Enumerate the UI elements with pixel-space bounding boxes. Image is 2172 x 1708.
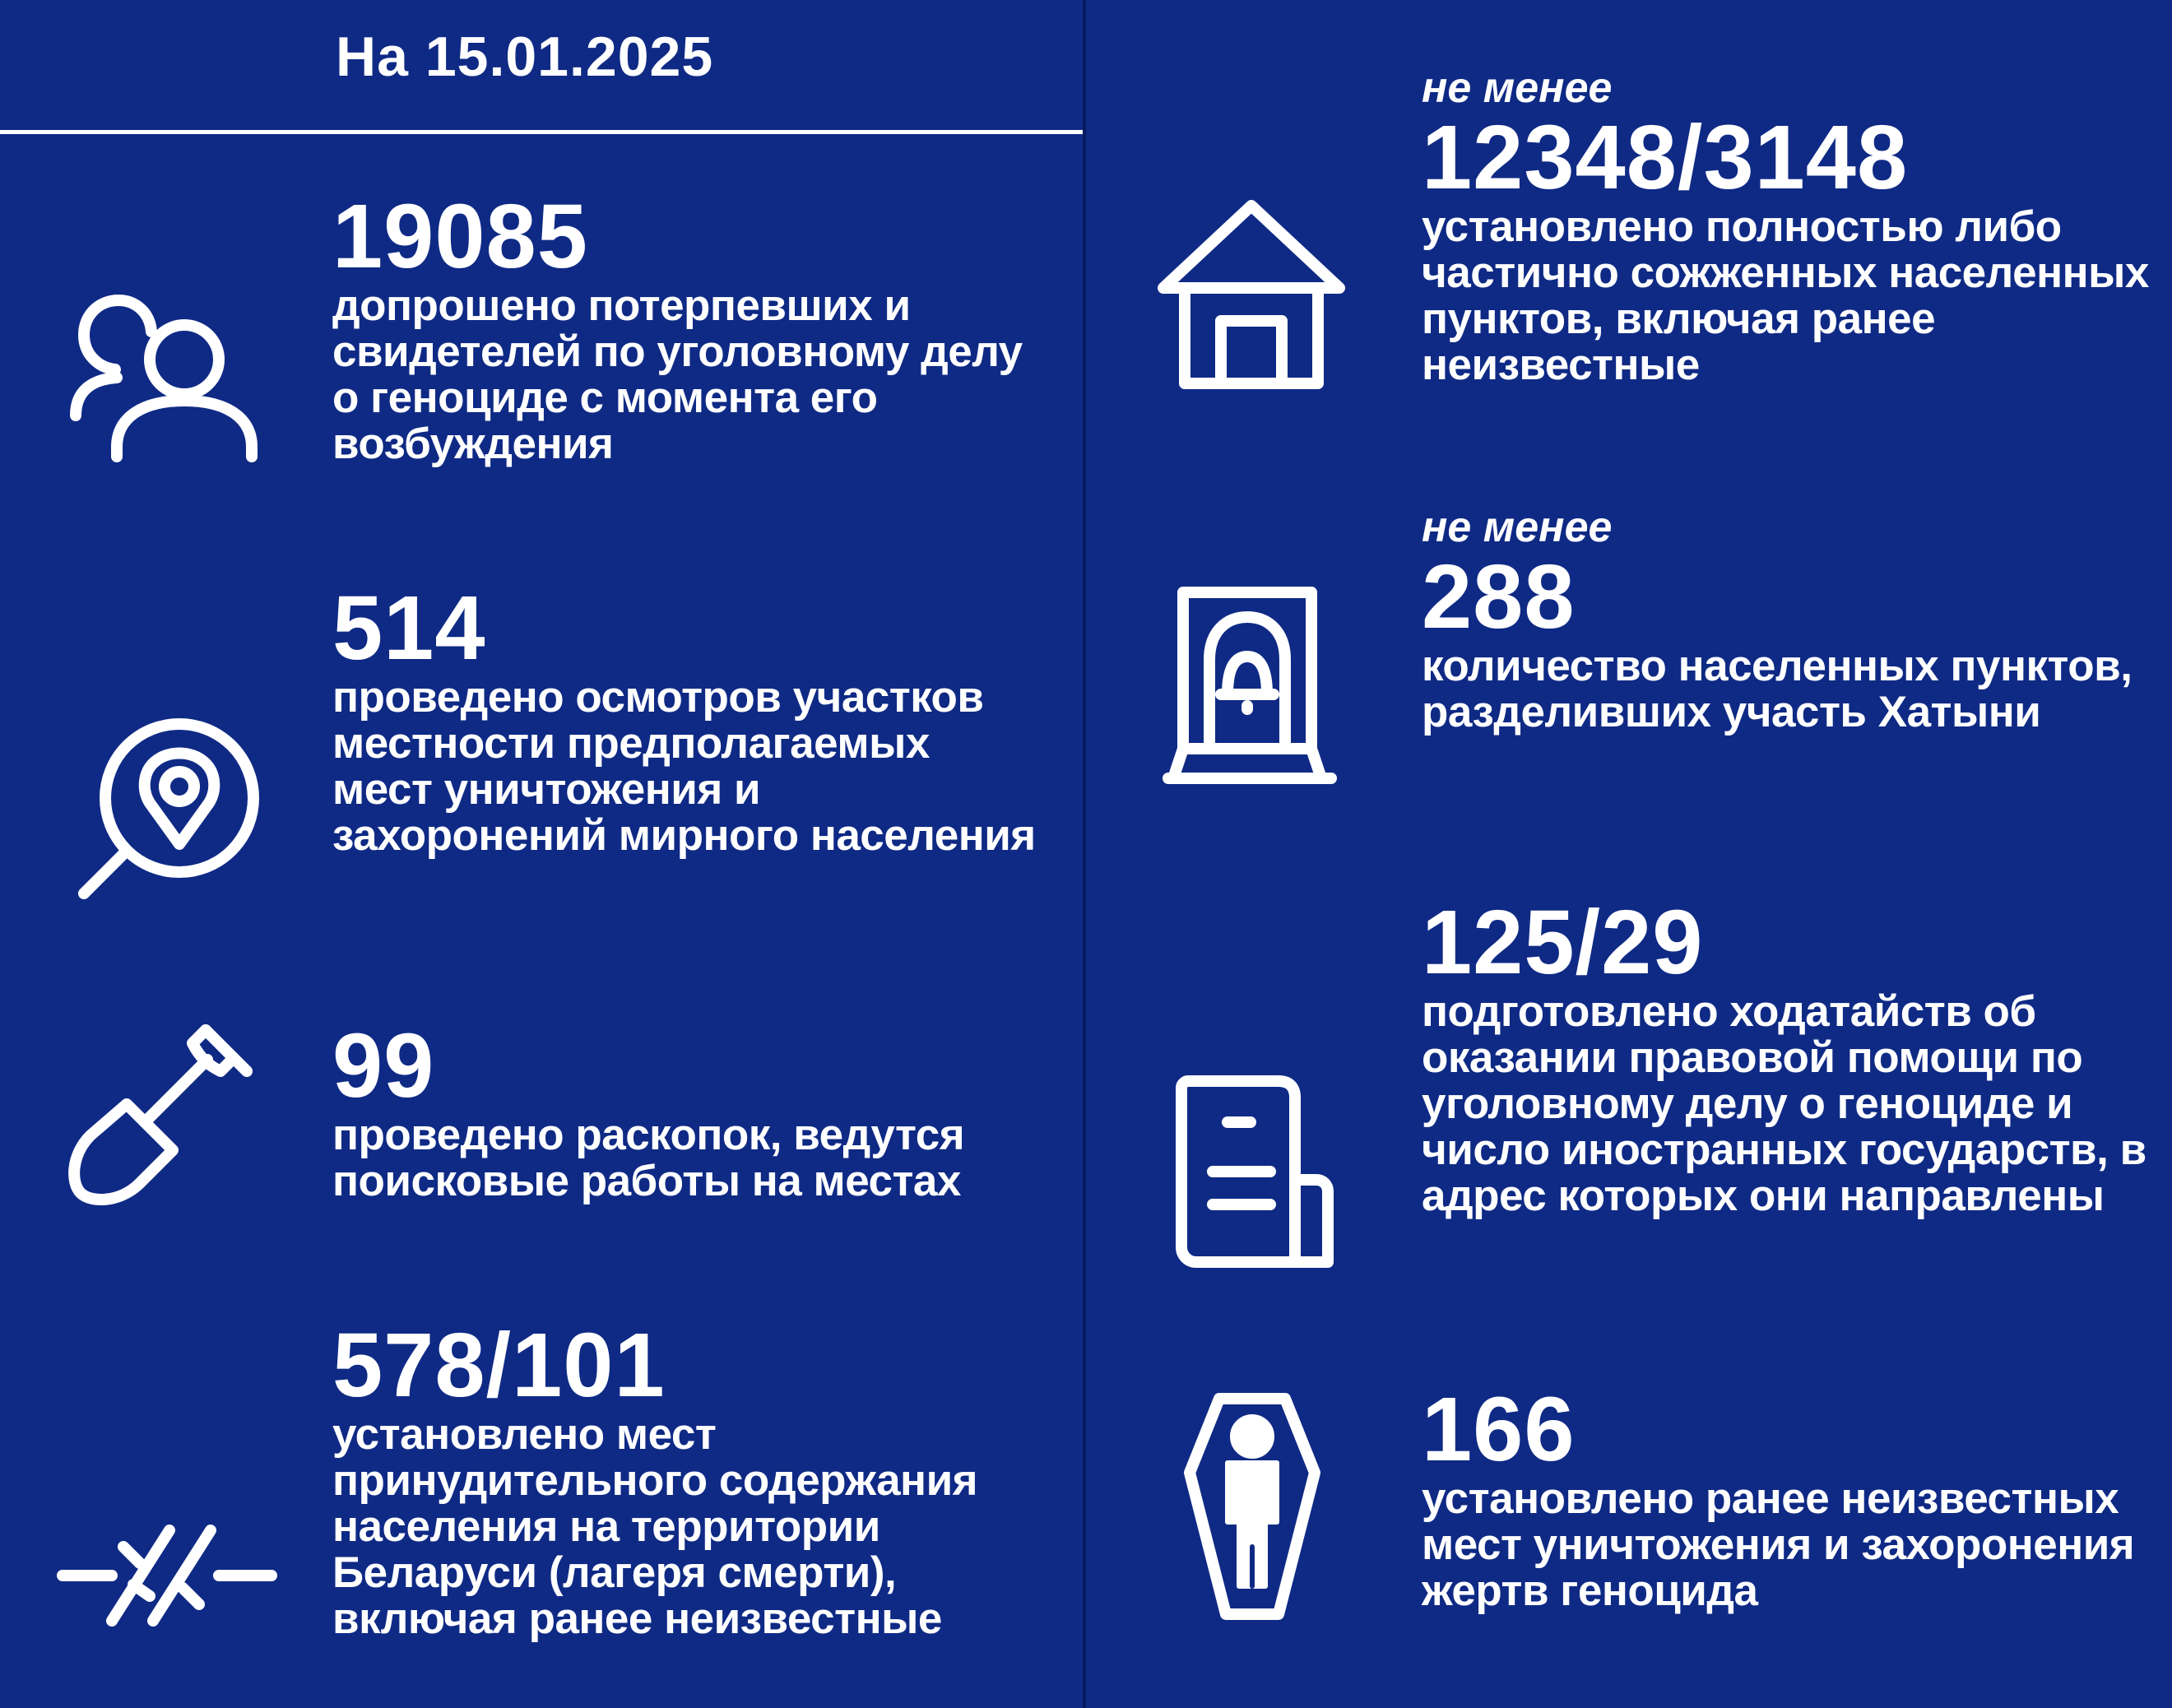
column-divider xyxy=(1083,0,1086,1708)
stat-excavations xyxy=(332,1015,1040,1205)
stat-unknown-burial-sites xyxy=(1422,1379,2162,1615)
stat-prefix: не менее xyxy=(1422,64,1613,112)
barbed-wire-icon xyxy=(54,1514,276,1637)
stat-khatyn-villages xyxy=(1422,504,2146,736)
stat-value: 578/101 xyxy=(332,1315,666,1416)
coffin-icon xyxy=(1181,1390,1323,1622)
stat-description: установлено полностью либо частично сожженных населенных пунктов, включая ранее неизвестные xyxy=(1422,202,2149,389)
stat-value: 288 xyxy=(1422,546,1576,647)
stat-value: 99 xyxy=(332,1015,435,1116)
location-search-icon xyxy=(76,717,260,902)
shovel-icon xyxy=(69,1019,258,1208)
stat-description: проведено осмотров участков местности предполагаемых мест уничтожения и захоронений мирного населения xyxy=(332,673,1036,860)
people-icon xyxy=(67,292,260,465)
stat-description: установлено ранее неизвестных мест уничтожения и захоронения жертв геноцида xyxy=(1422,1474,2135,1615)
date-title: На 15.01.2025 xyxy=(336,26,714,88)
stat-value: 19085 xyxy=(332,186,588,287)
bell-memorial-icon xyxy=(1162,584,1338,787)
header-rule xyxy=(0,130,1083,134)
stat-value: 12348/3148 xyxy=(1422,107,1909,208)
stat-witnesses xyxy=(332,186,1040,468)
stat-inspections xyxy=(332,578,1040,860)
stat-burned-villages xyxy=(1422,64,2154,388)
stat-legal-requests xyxy=(1422,892,2162,1220)
document-icon xyxy=(1172,1073,1336,1270)
header xyxy=(0,0,1083,132)
stat-description: допрошено потерпевших и свидетелей по уголовному делу о геноциде с момента его возбуждения xyxy=(332,281,1023,468)
stat-description: количество населенных пунктов, разделивших участь Хатыни xyxy=(1422,642,2133,736)
house-icon xyxy=(1155,197,1348,392)
stat-value: 166 xyxy=(1422,1379,1576,1480)
stat-prefix: не менее xyxy=(1422,504,1613,551)
stat-description: установлено мест принудительного содержания населения на территории Беларуси (лагеря смерти), включая ранее неизвестные xyxy=(332,1410,978,1643)
stat-description: проведено раскопок, ведутся поисковые работы на местах xyxy=(332,1111,965,1205)
stat-value: 125/29 xyxy=(1422,892,1704,993)
stat-value: 514 xyxy=(332,578,486,679)
stat-description: подготовлено ходатайств об оказании правовой помощи по уголовному делу о геноциде и число иностранных государств, в адрес которых они направлены xyxy=(1422,987,2146,1220)
stat-camps xyxy=(332,1315,1056,1643)
